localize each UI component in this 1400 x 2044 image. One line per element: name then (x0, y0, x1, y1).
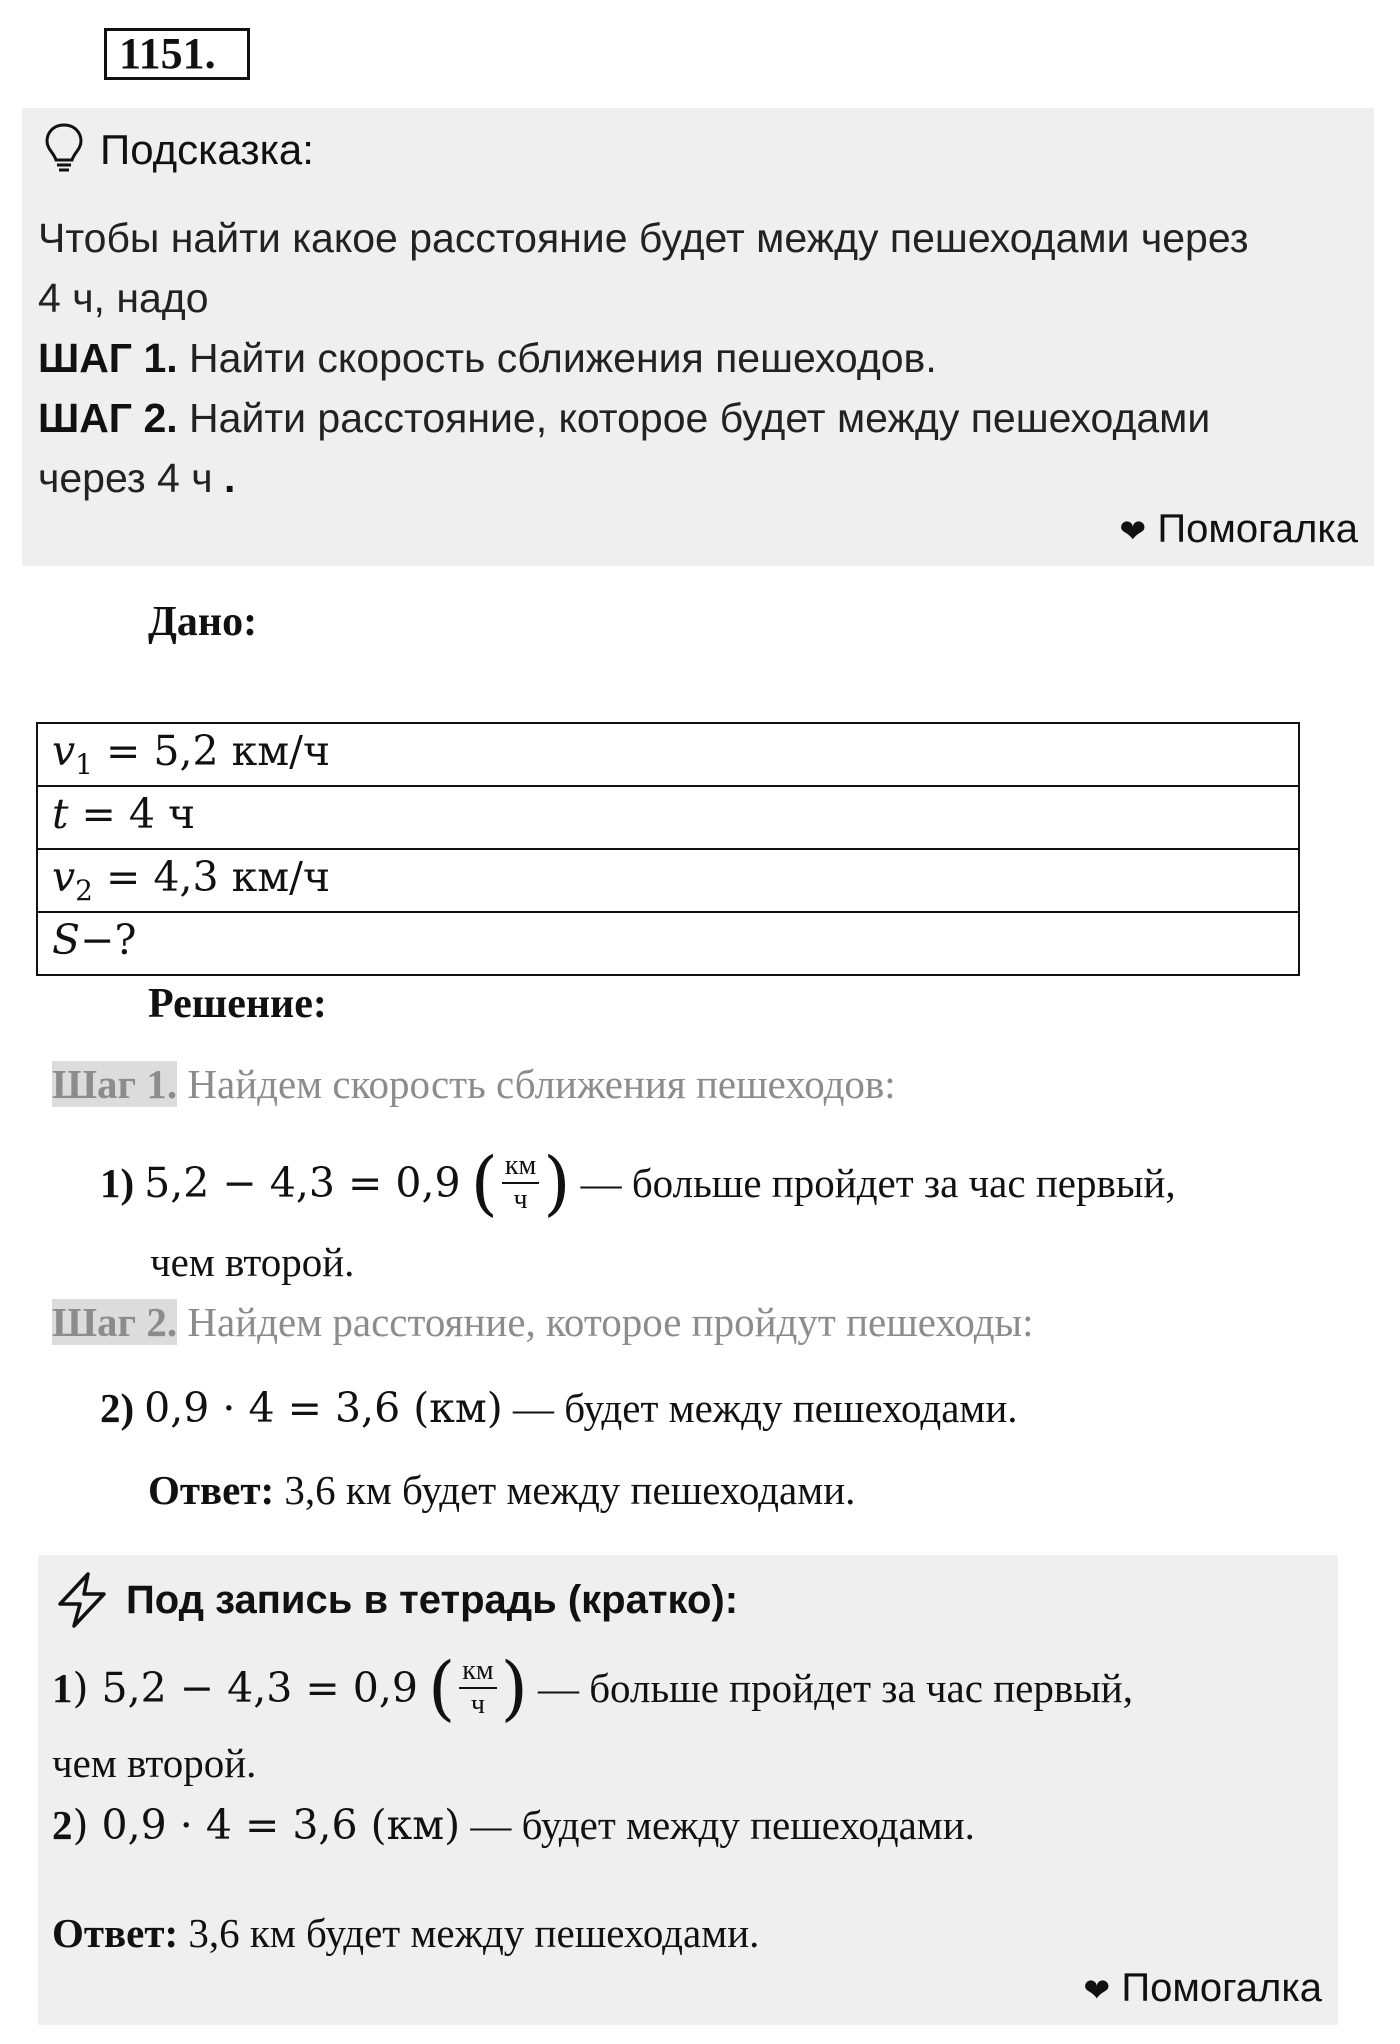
given-row (37, 723, 1299, 786)
fraction-denominator: ч (513, 1184, 528, 1215)
fraction-denominator: ч (470, 1689, 485, 1720)
brand-label: Помогалка (1121, 1966, 1322, 2010)
hint-brand (1119, 504, 1358, 556)
unit-fraction (470, 1142, 571, 1224)
solution-step1 (52, 1060, 896, 1108)
fraction-numerator: км (502, 1150, 539, 1184)
notebook-answer-label: Ответ: (52, 1910, 179, 1956)
given-row (37, 912, 1299, 975)
calc2-text: — будет между пешеходами. (502, 1385, 1018, 1431)
task-number: 1151. (104, 28, 250, 80)
given-cell (37, 912, 1299, 975)
hint-box (22, 108, 1374, 566)
step1-text: Найдем скорость сближения пешеходов: (177, 1061, 896, 1107)
calc1-expression: 5,2 − 4,3 = 0,9 (144, 1159, 461, 1207)
brand-label: Помогалка (1157, 507, 1358, 551)
given-var: t (52, 790, 69, 839)
notebook-calc2-expression: ) 0,9 · 4 = 3,6 (км) (72, 1801, 461, 1849)
notebook-answer-text: 3,6 км будет между пешеходами. (178, 1910, 760, 1956)
given-sub: 1 (75, 748, 93, 782)
hint-step1 (38, 328, 937, 388)
calc1 (100, 1140, 1176, 1226)
given-cell (37, 849, 1299, 912)
solution-title: Решение: (148, 981, 327, 1027)
given-value: = 5,2 км/ч (93, 727, 331, 776)
given-title: Дано: (148, 599, 258, 645)
fraction (502, 1150, 539, 1216)
notebook-calc2-number: 2 (52, 1802, 73, 1848)
hint-step2-text-cont: через 4 ч (38, 455, 225, 501)
notebook-calc1-number: 1 (52, 1665, 73, 1711)
calc2-number: 2) (100, 1385, 135, 1431)
calc1-number: 1) (100, 1160, 135, 1206)
calc2-expression: 0,9 · 4 = 3,6 (км) (144, 1384, 503, 1432)
paren-right: ) (500, 1647, 528, 1729)
step2-label: Шаг 2. (52, 1299, 178, 1345)
given-value: −? (80, 916, 137, 965)
step1-label: Шаг 1. (52, 1061, 178, 1107)
hint-step2 (38, 388, 1210, 448)
answer-text: 3,6 км будет между пешеходами. (274, 1467, 856, 1513)
hint-step1-label: ШАГ 1. (38, 335, 178, 381)
given-sub: 2 (75, 874, 93, 908)
fraction-numerator: км (459, 1655, 496, 1689)
hint-step2-label: ШАГ 2. (38, 395, 178, 441)
paren-left: ( (427, 1647, 456, 1729)
calc2 (100, 1384, 1018, 1432)
hint-step2-dot: . (224, 455, 236, 501)
paren-left: ( (470, 1142, 498, 1224)
fraction (459, 1655, 496, 1721)
given-value: = 4,3 км/ч (93, 853, 331, 902)
calc1-text: — больше пройдет за час первый, (580, 1160, 1176, 1206)
answer (148, 1466, 855, 1514)
given-var: v (52, 853, 76, 902)
step2-text: Найдем расстояние, которое пройдут пешеходы: (177, 1299, 1034, 1345)
hint-intro-line2: 4 ч, надо (38, 275, 209, 321)
notebook-box (38, 1555, 1338, 2025)
calc1-text-line2: чем второй. (150, 1239, 355, 1285)
given-row (37, 786, 1299, 849)
given-var: S (52, 916, 81, 965)
hint-step2-text: Найти расстояние, которое будет между пешеходами (177, 395, 1211, 441)
given-table (36, 722, 1300, 976)
notebook-title: Под запись в тетрадь (кратко): (126, 1578, 739, 1622)
notebook-brand (1083, 1963, 1322, 2015)
notebook-calc2-text: — будет между пешеходами. (460, 1802, 975, 1848)
hint-intro-line1: Чтобы найти какое расстояние будет между пешеходами через (38, 215, 1249, 261)
solution-step2 (52, 1298, 1034, 1346)
heart-icon: ❤ (1119, 513, 1147, 549)
paren-right: ) (543, 1142, 571, 1224)
given-value: = 4 ч (68, 790, 196, 839)
given-cell (37, 723, 1299, 786)
notebook-answer (52, 1909, 759, 1957)
heart-icon: ❤ (1083, 1972, 1111, 2008)
notebook-calc1-expression: ) 5,2 − 4,3 = 0,9 (72, 1664, 418, 1712)
given-var: v (52, 727, 76, 776)
notebook-unit-fraction (427, 1647, 528, 1729)
notebook-calc2 (52, 1801, 975, 1849)
lightning-icon (54, 1571, 110, 1629)
notebook-calc1-text-line2: чем второй. (52, 1740, 257, 1786)
hint-step1-text: Найти скорость сближения пешеходов. (177, 335, 937, 381)
notebook-calc1-text: — больше пройдет за час первый, (537, 1665, 1133, 1711)
answer-label: Ответ: (148, 1467, 275, 1513)
given-row (37, 849, 1299, 912)
notebook-calc1 (52, 1645, 1133, 1731)
given-cell (37, 786, 1299, 849)
lightbulb-icon (44, 122, 84, 176)
hint-title: Подсказка: (100, 126, 314, 173)
hint-step2-line2 (38, 448, 235, 508)
